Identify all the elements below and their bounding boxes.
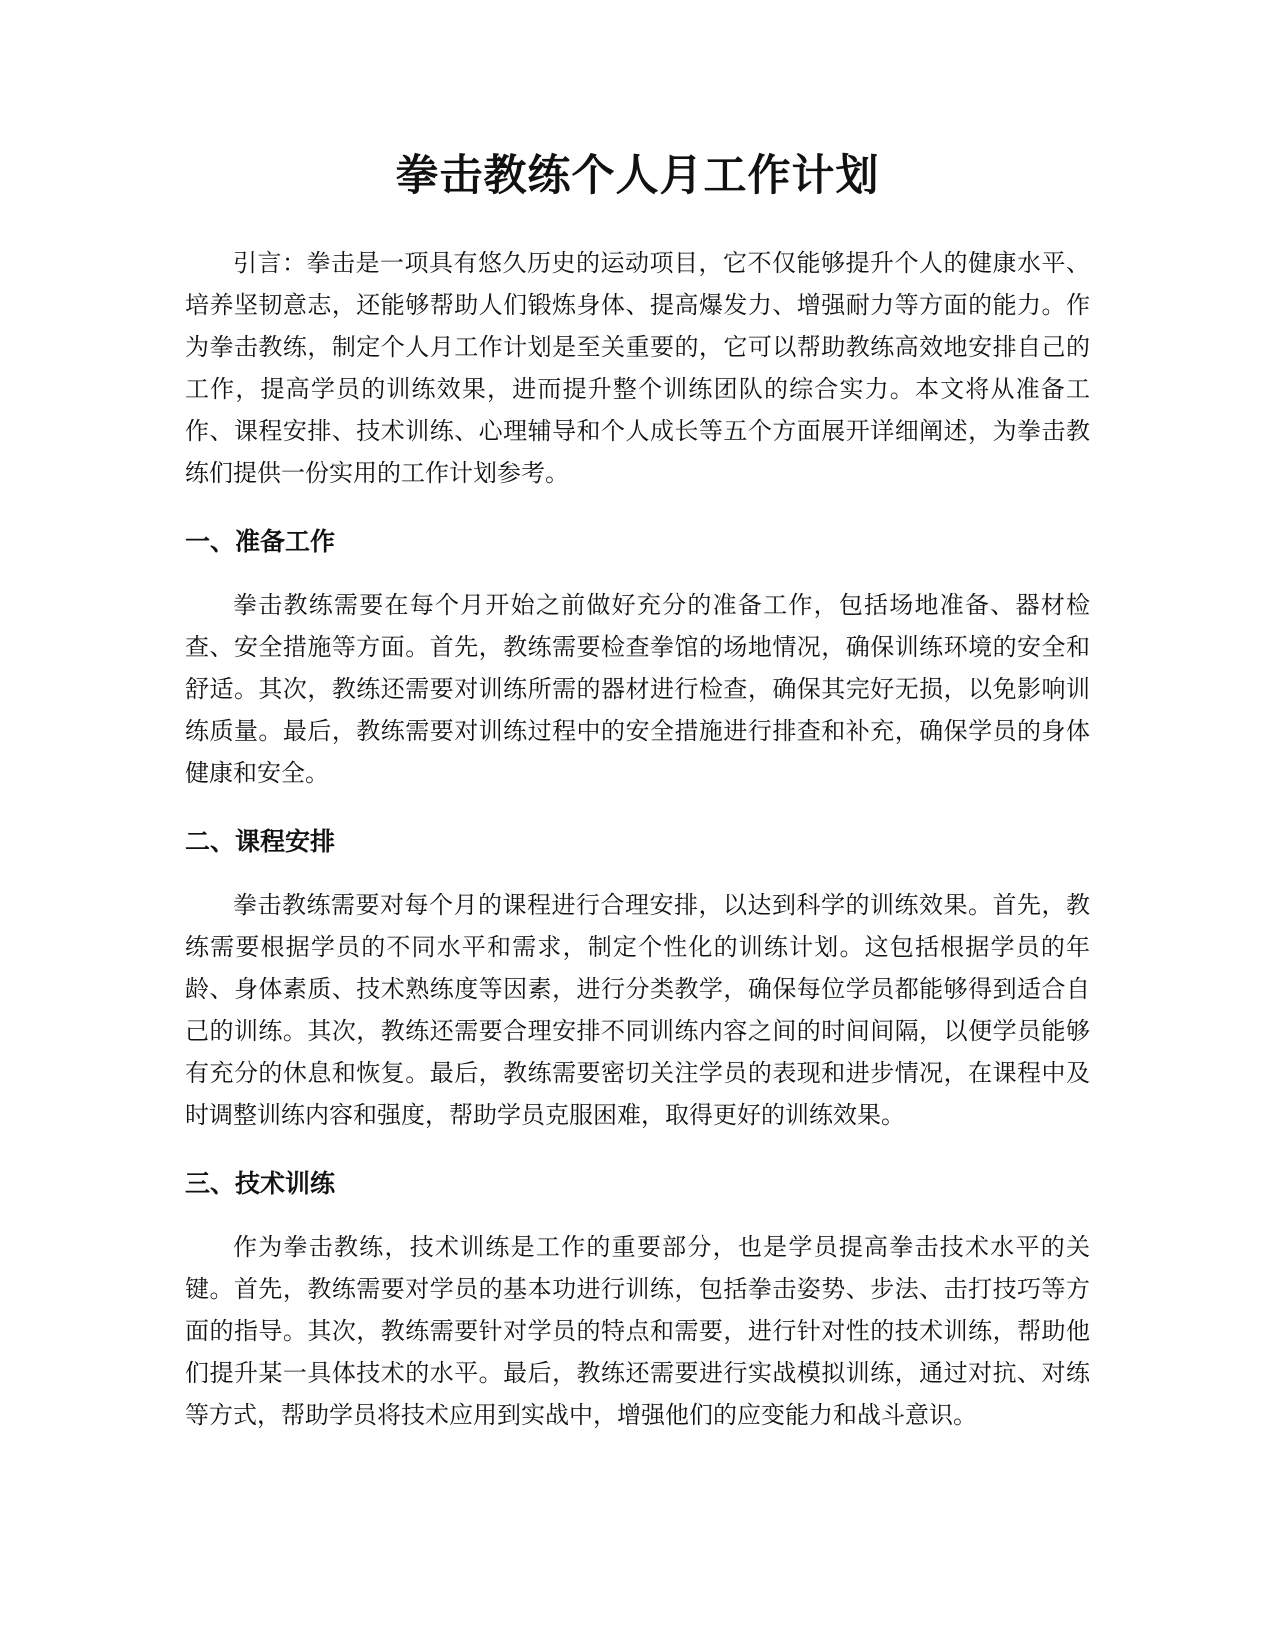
section-body-preparation: 拳击教练需要在每个月开始之前做好充分的准备工作，包括场地准备、器材检查、安全措施等方面。首先，教练需要检查拳馆的场地情况，确保训练环境的安全和舒适。其次，教练还需要对训练所需的器材进行检查，确保其完好无损，以免影响训练质量。最后，教练需要对训练过程中的安全措施进行排查和补充，确保学员的身体健康和安全。 <box>185 591 1090 787</box>
section-heading-course-schedule: 二、课程安排 <box>185 827 336 856</box>
section-body-course-schedule: 拳击教练需要对每个月的课程进行合理安排，以达到科学的训练效果。首先，教练需要根据学员的不同水平和需求，制定个性化的训练计划。这包括根据学员的年龄、身体素质、技术熟练度等因素，进行分类教学，确保每位学员都能够得到适合自己的训练。其次，教练还需要合理安排不同训练内容之间的时间间隔，以便学员能够有充分的休息和恢复。最后，教练需要密切关注学员的表现和进步情况，在课程中及时调整训练内容和强度，帮助学员克服困难，取得更好的训练效果。 <box>185 891 1090 1129</box>
intro-paragraph: 引言：拳击是一项具有悠久历史的运动项目，它不仅能够提升个人的健康水平、培养坚韧意志，还能够帮助人们锻炼身体、提高爆发力、增强耐力等方面的能力。作为拳击教练，制定个人月工作计划是至关重要的，它可以帮助教练高效地安排自己的工作，提高学员的训练效果，进而提升整个训练团队的综合实力。本文将从准备工作、课程安排、技术训练、心理辅导和个人成长等五个方面展开详细阐述，为拳击教练们提供一份实用的工作计划参考。 <box>185 249 1090 487</box>
section-body-technical-training: 作为拳击教练，技术训练是工作的重要部分，也是学员提高拳击技术水平的关键。首先，教练需要对学员的基本功进行训练，包括拳击姿势、步法、击打技巧等方面的指导。其次，教练需要针对学员的特点和需要，进行针对性的技术训练，帮助他们提升某一具体技术的水平。最后，教练还需要进行实战模拟训练，通过对抗、对练等方式，帮助学员将技术应用到实战中，增强他们的应变能力和战斗意识。 <box>185 1233 1090 1429</box>
section-heading-technical-training: 三、技术训练 <box>185 1169 336 1198</box>
document-title: 拳击教练个人月工作计划 <box>395 151 880 201</box>
section-heading-preparation: 一、准备工作 <box>185 527 336 556</box>
